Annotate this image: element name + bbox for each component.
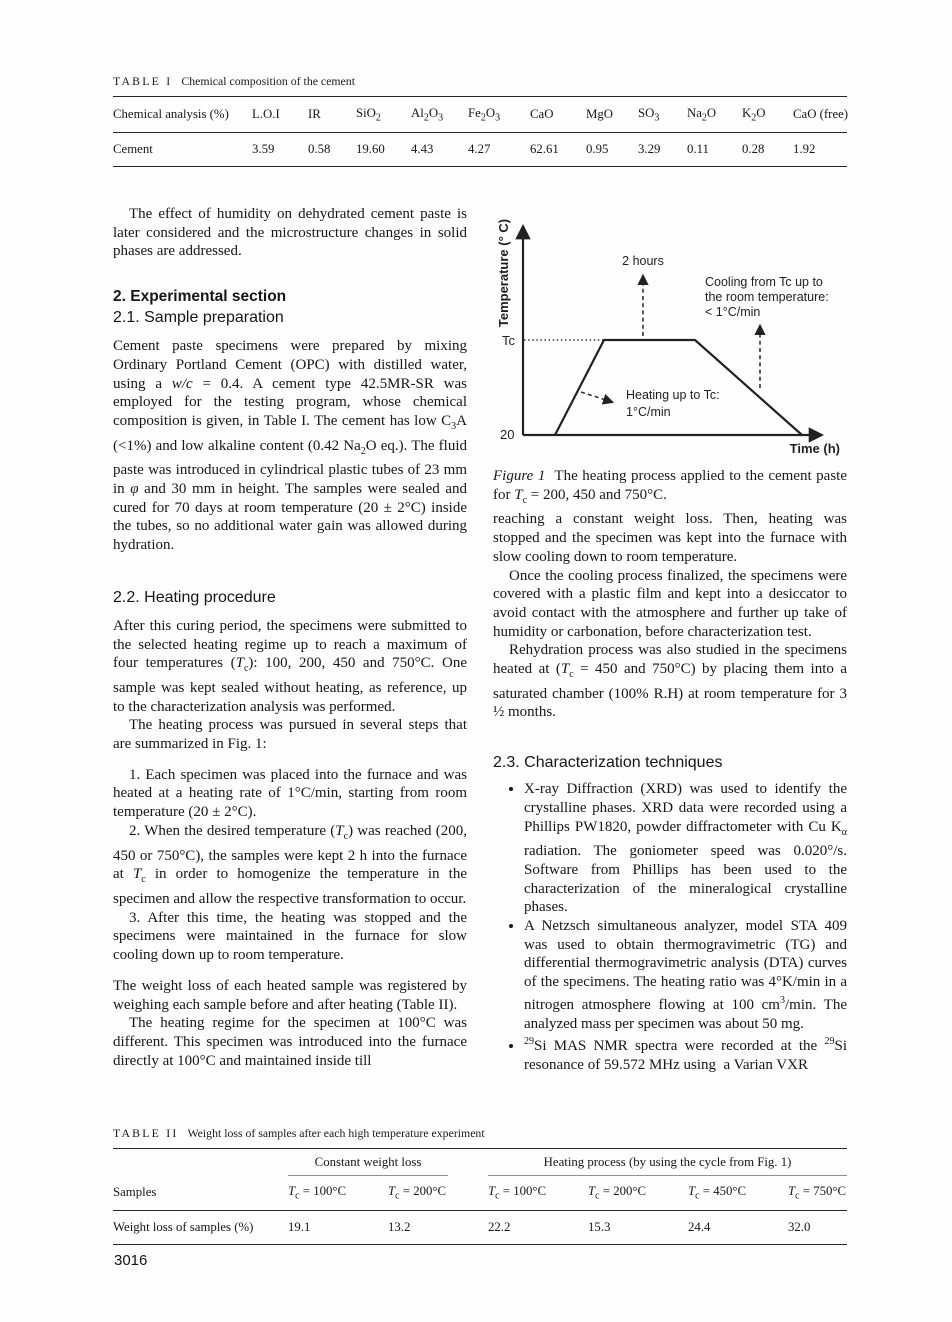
heating-label-line2: 1°C/min — [626, 405, 671, 419]
column-header: CaO — [530, 97, 586, 133]
list-item: 1. Each specimen was placed into the furnace and was heated at a heating rate of 1°C/min, starting from room temperature (20 ± 2°C). — [113, 766, 467, 821]
cooling-label-line1: Cooling from Tc up to — [705, 275, 823, 289]
table-cell: 3.59 — [252, 132, 308, 166]
table-cell: 0.58 — [308, 132, 356, 166]
paragraph: reaching a constant weight loss. Then, heating was stopped and the specimen was kept into the furnace with slow cooling down to room temperature. — [493, 511, 847, 565]
table-cell: 4.27 — [468, 132, 530, 166]
list-item: • A Netzsch simultaneous analyzer, model STA 409 was used to obtain thermogravimetric (TG) and differential thermogravimetric analysis (DTA) curves of the specimens. The heating ratio was 4°K/min in a nitrogen atmosphere flowing at 100 $cm^3/\min$. The analyzed mass per specimen was about 50 mg. — [524, 917, 847, 1033]
column-header: $Na_2O$ — [687, 97, 742, 133]
table-cell: 4.43 — [411, 132, 468, 166]
table-cell: 24.4 — [688, 1210, 788, 1244]
y-axis-label: Temperature (° C) — [496, 218, 511, 328]
column-header: $K_2O$ — [742, 97, 793, 133]
origin-tick-label: 20 — [500, 427, 515, 442]
cooling-label-line3: < 1°C/min — [705, 305, 761, 319]
table-cell: 32.0 — [788, 1210, 847, 1244]
list-item: 2. When the desired temperature $(T_c)$ was reached (200, 450 or 750°C), the samples were kept 2 h into the furnace at $T_c$ in order to homogenize the temperature in the specimen and allow the respective transformation to occur. — [113, 822, 467, 907]
table-cell: 3.29 — [638, 132, 687, 166]
subsection-heading: 2.1. Sample preparation — [113, 309, 284, 327]
heating-label-line1: Heating up to Tc: — [626, 388, 720, 402]
table1-section — [113, 74, 847, 167]
column-header: $T_c = 200^\circ C$ — [588, 1176, 688, 1210]
techniques-list — [493, 780, 847, 1075]
list-item: 3. After this time, the heating was stopped and the specimens were maintained in the furnace for slow cooling down up to room temperature. — [113, 909, 467, 964]
table2-header-row — [113, 1176, 847, 1210]
paragraph: The weight loss of each heated sample was registered by weighing each sample before and after heating (Table II). — [113, 977, 467, 1013]
table-cell: 0.28 — [742, 132, 793, 166]
table-cell: 13.2 — [388, 1210, 488, 1244]
paragraph: Once the cooling process finalized, the specimens were covered with a plastic film and kept into a desiccator to avoid contact with the atmosphere and further up take of humidity or carbonation, before characterization test. — [493, 567, 847, 640]
paragraph: Cement paste specimens were prepared by mixing Ordinary Portland Cement (OPC) with distilled water, using a w/c = 0.4. A cement type 42.5MR-SR was employed for the testing program, whose chemical composition is given, in Table I. The cement has low $C_3A$ (<1%) and low alkaline content (0.42 $Na_2O$ eq.). The fluid paste was introduced in cylindrical plastic tubes of 23 mm in φ and 30 mm in height. The samples were sealed and cured for 70 days at room temperature (20 ± 2°C) inside the tubes, so no additional water gain was allowed during hydration. — [113, 338, 468, 554]
column-header: $T_c = 100^\circ C$ — [488, 1176, 588, 1210]
subsection-heading: 2.2. Heating procedure — [113, 588, 276, 606]
table1-data-row — [113, 132, 847, 166]
paragraph: The heating regime for the specimen at 100°C was different. This specimen was introduced into the furnace directly at 100°C and maintained inside till — [113, 1015, 467, 1069]
column-header: MgO — [586, 97, 638, 133]
column-header: $SO_3$ — [638, 97, 687, 133]
table1-caption: Chemical composition of the cement — [181, 74, 355, 88]
right-column — [493, 205, 847, 1075]
table2 — [113, 1148, 847, 1245]
table-cell: 0.11 — [687, 132, 742, 166]
table2-label: TABLE II — [113, 1126, 179, 1140]
column-header: SiO$_2$ — [356, 97, 411, 133]
list-item: • $^{29}$Si MAS NMR spectra were recorded at the $^{29}$Si resonance of 59.572 MHz using a Varian VXR — [524, 1033, 847, 1074]
tc-tick-label: Tc — [502, 333, 515, 348]
column-header: Chemical analysis (%) — [113, 97, 252, 133]
empty-cell — [113, 1149, 288, 1177]
table2-title — [113, 1126, 847, 1141]
column-header: $Fe_2O_3$ — [468, 97, 530, 133]
paragraph: After this curing period, the specimens were submitted to the selected heating regime up to reach a maximum of four temperatures $(T_c)$: 100, 200, 450 and 750°C. One sample was kept sealed without heating, as reference, up to the characterization analysis was performed. — [113, 617, 467, 715]
cooling-label-line2: the room temperature: — [705, 290, 829, 304]
column-header: Samples — [113, 1176, 288, 1210]
two-column-body — [113, 205, 847, 1075]
table-cell: 15.3 — [588, 1210, 688, 1244]
heating-arrow — [581, 392, 612, 402]
paragraph: Rehydration process was also studied in the specimens heated at ($T_c = 450$ and 750°C) by placing them into a saturated chamber (100% R.H) at room temperature for 3 ½ months. — [493, 642, 847, 721]
table1 — [113, 96, 847, 167]
heating-process-chart — [493, 205, 847, 457]
table-cell: 1.92 — [793, 132, 847, 166]
column-header: CaO (free) — [793, 97, 847, 133]
paragraph: The effect of humidity on dehydrated cement paste is later considered and the microstructure changes in solid phases are addressed. — [113, 206, 467, 260]
table1-label: TABLE I — [113, 74, 173, 88]
list-item: • X-ray Diffraction (XRD) was used to identify the crystalline phases. XRD data were recorded using a Phillips PW1820, powder diffractometer with Cu $K_\alpha$ radiation. The goniometer speed was 0.020°/s. Software from Phillips has been used to the characterization of the mineralogical crystalline phases. — [524, 780, 847, 917]
group-header-label: Constant weight loss — [288, 1155, 448, 1176]
paragraph: The heating process was pursued in several steps that are summarized in Fig. 1: — [113, 717, 467, 753]
column-header: $T_c = 200^\circ C$ — [388, 1176, 488, 1210]
table-cell: 19.1 — [288, 1210, 388, 1244]
subsection-heading: 2.3. Characterization techniques — [493, 754, 723, 772]
x-axis-label: Time (h) — [789, 441, 840, 456]
table2-section — [113, 1126, 847, 1245]
column-header: $T_c = 100^\circ C$ — [288, 1176, 388, 1210]
table2-data-row — [113, 1210, 847, 1244]
table-cell: 19.60 — [356, 132, 411, 166]
table2-caption: Weight loss of samples after each high temperature experiment — [187, 1126, 485, 1140]
two-hours-label: 2 hours — [622, 254, 664, 268]
figure1-diagram — [493, 205, 847, 457]
group-header — [488, 1149, 847, 1177]
page-number: 3016 — [114, 1252, 148, 1269]
table1-header-row — [113, 97, 847, 133]
table-cell: 22.2 — [488, 1210, 588, 1244]
table-cell: 62.61 — [530, 132, 586, 166]
column-header: $T_c = 750^\circ C$ — [788, 1176, 847, 1210]
column-header: $T_c = 450^\circ C$ — [688, 1176, 788, 1210]
figure1-caption: Figure 1 The heating process applied to the cement paste for $T_c = 200$, 450 and 750°C. — [493, 468, 847, 506]
column-header: L.O.I — [252, 97, 308, 133]
group-header-label: Heating process (by using the cycle from Fig. 1) — [488, 1155, 847, 1176]
table-cell: 0.95 — [586, 132, 638, 166]
group-header — [288, 1149, 488, 1177]
section-heading: 2. Experimental section — [113, 288, 287, 306]
column-header: $Al_2O_3$ — [411, 97, 468, 133]
row-label: Cement — [113, 132, 252, 166]
column-header: IR — [308, 97, 356, 133]
row-label: Weight loss of samples (%) — [113, 1210, 288, 1244]
left-column — [113, 205, 467, 1075]
table2-group-header-row — [113, 1149, 847, 1177]
table1-title — [113, 74, 847, 89]
